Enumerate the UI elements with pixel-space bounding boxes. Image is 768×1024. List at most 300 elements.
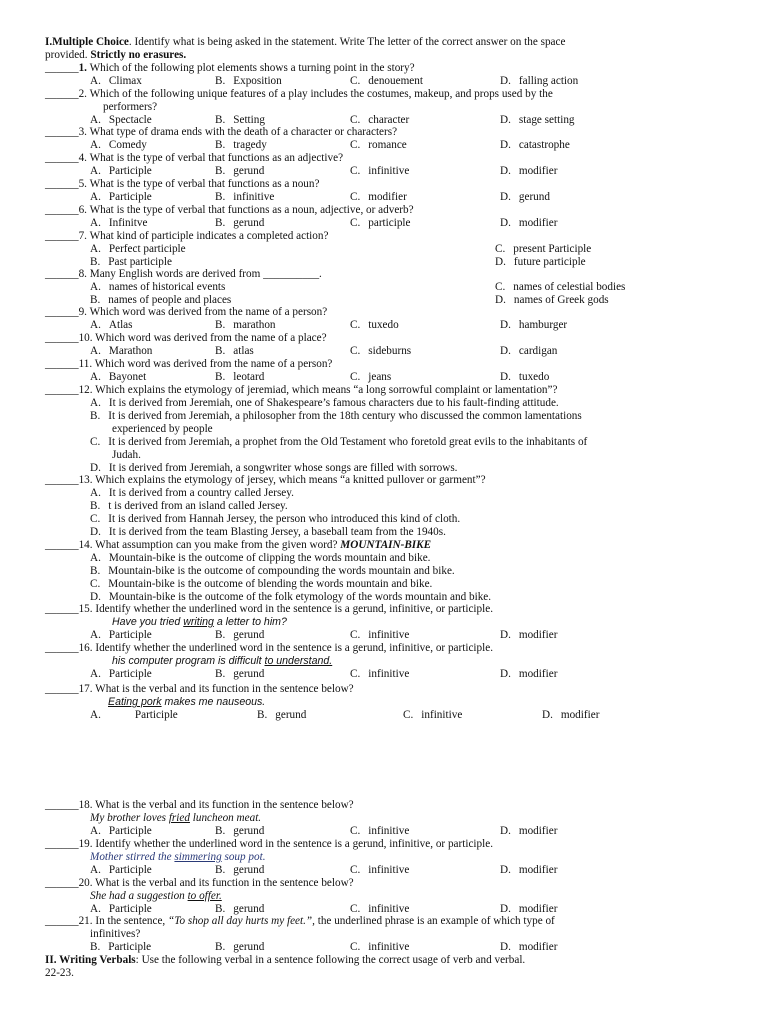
question-stem — [45, 88, 553, 101]
option-letter: B. — [90, 500, 101, 512]
example-sentence — [90, 812, 261, 825]
answer-blank: ______ — [45, 204, 79, 216]
option-letter: B. — [90, 410, 101, 422]
option-letter: D. — [500, 319, 511, 331]
answer-option[interactable] — [90, 941, 151, 954]
option-letter: A. — [90, 139, 101, 151]
option-text: denouement — [368, 75, 423, 87]
option-letter: B. — [215, 345, 226, 357]
option-letter: C. — [350, 319, 361, 331]
sentence-pre: Mother stirred the — [90, 851, 175, 863]
option-letter: B. — [90, 565, 101, 577]
option-letter: B. — [215, 217, 226, 229]
question-text: What is the type of verbal that functions as a noun? — [89, 178, 320, 190]
option-text: stage setting — [518, 114, 575, 126]
question-stem — [45, 877, 354, 890]
answer-option[interactable] — [90, 319, 133, 332]
answer-blank: ______ — [45, 230, 79, 242]
option-letter: A. — [90, 114, 101, 126]
answer-blank: ______ — [45, 152, 79, 164]
option-text: gerund — [233, 825, 265, 837]
strict-note: Strictly no erasures. — [90, 49, 187, 61]
answer-option[interactable] — [495, 243, 591, 256]
section-2-heading: II. Writing Verbals — [45, 954, 136, 966]
option-text: Exposition — [233, 75, 282, 87]
option-letter: C. — [90, 436, 101, 448]
option-text: t is derived from an island called Jersey. — [108, 500, 288, 512]
option-letter: D. — [90, 526, 101, 538]
option-letter: A. — [90, 903, 101, 915]
option-letter: C. — [350, 668, 361, 680]
option-text: Perfect participle — [108, 243, 186, 255]
option-letter: B. — [90, 294, 101, 306]
answer-option[interactable] — [350, 668, 409, 681]
answer-option[interactable] — [215, 165, 264, 178]
question-number: 7. — [78, 230, 87, 242]
answer-blank: ______ — [45, 877, 79, 889]
option-letter: C. — [350, 165, 361, 177]
answer-option[interactable] — [500, 371, 549, 384]
option-text: Comedy — [108, 139, 147, 151]
answer-blank: ______ — [45, 268, 79, 280]
answer-option[interactable] — [257, 709, 306, 722]
question-stem — [45, 178, 319, 191]
option-letter: A. — [90, 191, 101, 203]
option-text: gerund — [233, 165, 265, 177]
option-letter: C. — [350, 191, 361, 203]
option-text: gerund — [233, 864, 265, 876]
question-number: 2. — [78, 88, 87, 100]
answer-option[interactable] — [350, 371, 391, 384]
option-text: infinitive — [368, 629, 410, 641]
question-text: Which explains the etymology of jersey, which means “a knitted pullover or garment”? — [95, 474, 486, 486]
answer-option[interactable] — [90, 500, 288, 513]
question-stem — [45, 152, 343, 165]
answer-option[interactable] — [90, 864, 152, 877]
option-text: names of historical events — [108, 281, 226, 293]
option-letter: A. — [90, 345, 101, 357]
answer-blank: ______ — [45, 358, 79, 370]
option-letter: B. — [257, 709, 268, 721]
question-number: 15. — [78, 603, 93, 615]
option-text: Mountain-bike is the outcome of compounding the words mountain and bike. — [108, 565, 455, 577]
answer-blank: ______ — [45, 88, 79, 100]
answer-option[interactable] — [215, 217, 264, 230]
option-text: infinitive — [421, 709, 463, 721]
answer-option[interactable] — [90, 371, 146, 384]
option-text: falling action — [518, 75, 579, 87]
question-number: 6. — [78, 204, 87, 216]
section-1-text-2: provided. — [45, 49, 88, 61]
underlined-word: to offer. — [187, 890, 222, 902]
answer-option[interactable] — [500, 941, 557, 954]
option-letter: C. — [350, 75, 361, 87]
option-text: It is derived from Jeremiah, a philosopher from the 18th century who discussed the common lamentations — [108, 410, 582, 422]
question-stem-cont: performers? — [103, 101, 158, 113]
option-letter: A. — [90, 825, 101, 837]
option-letter: C. — [350, 371, 361, 383]
option-text: Participle — [108, 165, 152, 177]
question-text: Identify whether the underlined word in the sentence is a gerund, infinitive, or participle. — [95, 838, 493, 850]
option-text: infinitive — [368, 668, 410, 680]
answer-blank: ______ — [45, 915, 79, 927]
example-sentence — [112, 616, 287, 629]
option-text: infinitive — [368, 903, 410, 915]
option-text: modifier — [518, 217, 558, 229]
question-number: 17. — [78, 683, 93, 695]
option-letter: B. — [215, 903, 226, 915]
option-letter: A. — [90, 709, 101, 721]
answer-option[interactable] — [215, 345, 254, 358]
option-text-cont: Judah. — [112, 449, 141, 461]
option-letter: A. — [90, 319, 101, 331]
question-text: Identify whether the underlined word in the sentence is a gerund, infinitive, or participle. — [95, 642, 493, 654]
answer-option[interactable] — [90, 825, 152, 838]
answer-option[interactable] — [215, 941, 264, 954]
option-text: Participle — [108, 629, 152, 641]
question-stem — [45, 915, 555, 928]
question-number: 3. — [78, 126, 87, 138]
answer-option[interactable] — [90, 345, 152, 358]
option-letter: A. — [90, 552, 101, 564]
question-number: 11. — [78, 358, 93, 370]
option-text: It is derived from Jeremiah, a prophet from the Old Testament who foretold great evils to the inhabitants of — [108, 436, 588, 448]
option-text: names of celestial bodies — [513, 281, 626, 293]
sentence-post: a letter to him? — [213, 616, 287, 628]
section-1-instructions-cont — [45, 49, 186, 62]
option-letter: B. — [215, 668, 226, 680]
option-letter: D. — [90, 591, 101, 603]
question-stem — [45, 306, 327, 319]
option-text: catastrophe — [518, 139, 570, 151]
answer-option[interactable] — [215, 75, 282, 88]
option-text: gerund — [233, 217, 265, 229]
option-letter: A. — [90, 75, 101, 87]
option-text: modifier — [518, 668, 558, 680]
section-1-instructions — [45, 36, 565, 49]
answer-option[interactable] — [495, 281, 625, 294]
option-text: Marathon — [108, 345, 153, 357]
answer-option[interactable] — [90, 165, 152, 178]
question-stem-cont: infinitives? — [90, 928, 141, 940]
option-text: romance — [368, 139, 407, 151]
answer-option[interactable] — [90, 578, 432, 591]
question-stem — [45, 474, 486, 487]
answer-option[interactable] — [500, 114, 575, 127]
answer-option[interactable] — [215, 319, 276, 332]
answer-option[interactable] — [90, 668, 152, 681]
question-stem — [45, 358, 332, 371]
answer-option[interactable] — [90, 75, 142, 88]
question-stem — [45, 204, 414, 217]
question-stem — [45, 384, 557, 397]
example-sentence — [90, 851, 266, 864]
answer-blank: ______ — [45, 384, 79, 396]
option-letter: A. — [90, 668, 101, 680]
option-letter: D. — [495, 256, 506, 268]
option-text: infinitive — [368, 941, 410, 953]
question-text: In the sentence, — [95, 915, 166, 927]
option-text: It is derived from Jeremiah, one of Shakespeare’s famous characters due to his fault-finding attitude. — [108, 397, 559, 409]
answer-option[interactable] — [90, 709, 178, 722]
option-letter: B. — [215, 864, 226, 876]
answer-option[interactable] — [350, 139, 407, 152]
option-letter: B. — [215, 825, 226, 837]
option-letter: B. — [215, 191, 226, 203]
option-letter: B. — [90, 941, 101, 953]
answer-option[interactable] — [215, 191, 274, 204]
answer-option[interactable] — [350, 75, 423, 88]
question-text: Which of the following unique features of a play includes the costumes, makeup, and props used by the — [89, 88, 553, 100]
option-text: It is derived from a country called Jersey. — [108, 487, 294, 499]
answer-option[interactable] — [350, 941, 409, 954]
question-number: 16. — [78, 642, 93, 654]
answer-option[interactable] — [215, 629, 264, 642]
option-letter: D. — [500, 629, 511, 641]
question-number: 19. — [78, 838, 93, 850]
answer-option[interactable] — [403, 709, 462, 722]
answer-blank: ______ — [45, 539, 79, 551]
question-text: What is the type of verbal that functions as a noun, adjective, or adverb? — [89, 204, 414, 216]
answer-option[interactable] — [90, 243, 186, 256]
question-number: 13. — [78, 474, 93, 486]
answer-option[interactable] — [90, 281, 225, 294]
option-letter: C. — [350, 864, 361, 876]
option-text: tuxedo — [518, 371, 550, 383]
question-stem — [45, 603, 493, 616]
question-text: What type of drama ends with the death of a character or characters? — [89, 126, 398, 138]
option-text: gerund — [275, 709, 307, 721]
option-letter: A. — [90, 864, 101, 876]
option-letter: C. — [350, 114, 361, 126]
answer-option[interactable] — [90, 397, 559, 410]
option-letter: B. — [215, 165, 226, 177]
answer-blank: ______ — [45, 838, 79, 850]
answer-option[interactable] — [500, 191, 550, 204]
answer-option[interactable] — [90, 552, 430, 565]
option-text: modifier — [560, 709, 600, 721]
answer-option[interactable] — [90, 565, 455, 578]
answer-option[interactable] — [90, 629, 152, 642]
option-letter: D. — [495, 294, 506, 306]
answer-option[interactable] — [500, 864, 557, 877]
answer-option[interactable] — [500, 319, 567, 332]
answer-option[interactable] — [90, 217, 147, 230]
option-text-cont: experienced by people — [112, 423, 213, 435]
option-text: modifier — [368, 191, 407, 203]
answer-blank: ______ — [45, 603, 79, 615]
option-letter: C. — [350, 139, 361, 151]
option-letter: D. — [500, 217, 511, 229]
question-text: Which word was derived from the name of a person? — [89, 306, 328, 318]
option-text: tuxedo — [368, 319, 399, 331]
option-letter: D. — [500, 191, 511, 203]
option-text: tragedy — [233, 139, 267, 151]
question-text: Which explains the etymology of jeremiad, which means “a long sorrowful complaint or lamentation”? — [95, 384, 558, 396]
answer-option[interactable] — [215, 864, 264, 877]
emphasized-word: MOUNTAIN-BIKE — [340, 539, 432, 551]
section-1-text: . Identify what is being asked in the statement. Write The letter of the correct answer on the space — [128, 36, 566, 48]
option-letter: C. — [90, 578, 101, 590]
question-stem — [45, 539, 431, 552]
option-text: future participle — [513, 256, 586, 268]
sentence-pre: his computer program is difficult — [112, 655, 265, 667]
answer-option[interactable] — [90, 139, 147, 152]
answer-blank: ______ — [45, 799, 79, 811]
option-letter: D. — [500, 903, 511, 915]
answer-option[interactable] — [350, 191, 407, 204]
answer-blank: ______ — [45, 306, 79, 318]
question-text: What kind of participle indicates a completed action? — [89, 230, 329, 242]
option-letter: B. — [215, 941, 226, 953]
option-letter: B. — [215, 139, 226, 151]
option-text: modifier — [518, 629, 558, 641]
option-letter: C. — [350, 345, 361, 357]
option-letter: A. — [90, 217, 101, 229]
answer-option[interactable] — [350, 319, 399, 332]
option-letter: D. — [500, 75, 511, 87]
answer-option[interactable] — [90, 513, 460, 526]
option-letter: D. — [500, 371, 511, 383]
option-text: gerund — [233, 941, 265, 953]
question-number: 4. — [78, 152, 87, 164]
sentence-post: luncheon meat. — [189, 812, 262, 824]
answer-option[interactable] — [542, 709, 599, 722]
answer-option[interactable] — [500, 75, 578, 88]
underlined-word: Eating pork — [108, 696, 162, 708]
answer-option[interactable] — [500, 165, 557, 178]
answer-option[interactable] — [350, 217, 411, 230]
option-letter: D. — [500, 139, 511, 151]
underlined-word: writing — [183, 616, 214, 628]
answer-option[interactable] — [500, 629, 557, 642]
answer-option[interactable] — [500, 345, 557, 358]
answer-option[interactable] — [500, 139, 570, 152]
sentence-pre: Have you tried — [112, 616, 184, 628]
option-letter: D. — [500, 864, 511, 876]
option-text: Past participle — [108, 256, 172, 268]
sentence-post: soup pot. — [221, 851, 266, 863]
question-text: What is the type of verbal that functions as an adjective? — [89, 152, 344, 164]
answer-option[interactable] — [90, 487, 294, 500]
option-text: modifier — [518, 165, 558, 177]
option-letter: B. — [215, 371, 226, 383]
option-text: infinitive — [368, 825, 410, 837]
answer-option[interactable] — [215, 668, 264, 681]
question-number: 8. — [78, 268, 87, 280]
question-text: Which of the following plot elements shows a turning point in the story? — [89, 62, 415, 74]
answer-option[interactable] — [90, 410, 582, 423]
question-stem — [45, 838, 493, 851]
option-letter: B. — [215, 114, 226, 126]
question-text: What is the verbal and its function in the sentence below? — [95, 799, 354, 811]
option-text: participle — [368, 217, 411, 229]
option-letter: D. — [500, 114, 511, 126]
option-letter: A. — [90, 165, 101, 177]
question-number: 12. — [78, 384, 93, 396]
option-letter: D. — [500, 825, 511, 837]
question-text: What is the verbal and its function in the sentence below? — [95, 877, 354, 889]
option-text: Climax — [108, 75, 142, 87]
question-number: 18. — [78, 799, 93, 811]
answer-option[interactable] — [500, 825, 557, 838]
option-letter: D. — [500, 941, 511, 953]
option-letter: D. — [90, 462, 101, 474]
option-text: sideburns — [368, 345, 412, 357]
answer-blank: ______ — [45, 683, 79, 695]
answer-option[interactable] — [215, 371, 264, 384]
answer-option[interactable] — [495, 256, 586, 269]
answer-option[interactable] — [215, 139, 267, 152]
answer-option[interactable] — [350, 345, 411, 358]
option-text: gerund — [518, 191, 550, 203]
answer-option[interactable] — [500, 217, 557, 230]
option-text: gerund — [233, 629, 265, 641]
option-text: It is derived from Hannah Jersey, the person who introduced this kind of cloth. — [108, 513, 461, 525]
answer-option[interactable] — [500, 668, 557, 681]
answer-option[interactable] — [215, 825, 264, 838]
option-text: Setting — [233, 114, 265, 126]
section-2-text: : Use the following verbal in a sentence following the correct usage of verb and verbal. — [135, 954, 526, 966]
question-text: Many English words are derived from __________. — [89, 268, 322, 280]
quoted-sentence: “To shop all day hurts my feet.”, — [168, 915, 315, 927]
question-stem — [45, 230, 328, 243]
answer-option[interactable] — [495, 294, 609, 307]
answer-blank: ______ — [45, 126, 79, 138]
answer-option[interactable] — [90, 436, 587, 449]
answer-option[interactable] — [350, 864, 409, 877]
option-letter: C. — [495, 243, 506, 255]
example-sentence — [112, 655, 332, 668]
option-letter: A. — [90, 397, 101, 409]
option-letter: A. — [90, 281, 101, 293]
answer-option[interactable] — [350, 629, 409, 642]
option-text: present Participle — [513, 243, 592, 255]
option-text: Bayonet — [108, 371, 147, 383]
option-text: Participle — [134, 709, 178, 721]
option-text: names of people and places — [108, 294, 232, 306]
question-stem — [45, 126, 397, 139]
question-stem — [45, 268, 322, 281]
answer-blank: ______ — [45, 642, 79, 654]
option-letter: B. — [90, 256, 101, 268]
option-text: gerund — [233, 903, 265, 915]
question-stem — [45, 799, 354, 812]
answer-option[interactable] — [90, 526, 446, 539]
question-text: What assumption can you make from the given word? — [95, 539, 338, 551]
option-text: names of Greek gods — [513, 294, 609, 306]
question-text: What is the verbal and its function in the sentence below? — [95, 683, 354, 695]
option-text: Mountain-bike is the outcome of the folk etymology of the words mountain and bike. — [108, 591, 492, 603]
answer-option[interactable] — [90, 191, 152, 204]
question-stem — [45, 332, 327, 345]
question-text-cont: the underlined phrase is an example of which type of — [317, 915, 555, 927]
option-text: Spectacle — [108, 114, 152, 126]
option-text: Mountain-bike is the outcome of clipping the words mountain and bike. — [108, 552, 431, 564]
question-text: Which word was derived from the name of a person? — [94, 358, 333, 370]
question-text: Identify whether the underlined word in the sentence is a gerund, infinitive, or participle. — [95, 603, 493, 615]
option-letter: B. — [215, 319, 226, 331]
option-letter: C. — [350, 217, 361, 229]
option-letter: B. — [215, 629, 226, 641]
option-text: atlas — [233, 345, 254, 357]
answer-option[interactable] — [350, 825, 409, 838]
answer-option[interactable] — [350, 165, 409, 178]
option-text: Participle — [108, 941, 152, 953]
option-text: hamburger — [518, 319, 568, 331]
option-letter: A. — [90, 371, 101, 383]
option-letter: C. — [350, 941, 361, 953]
